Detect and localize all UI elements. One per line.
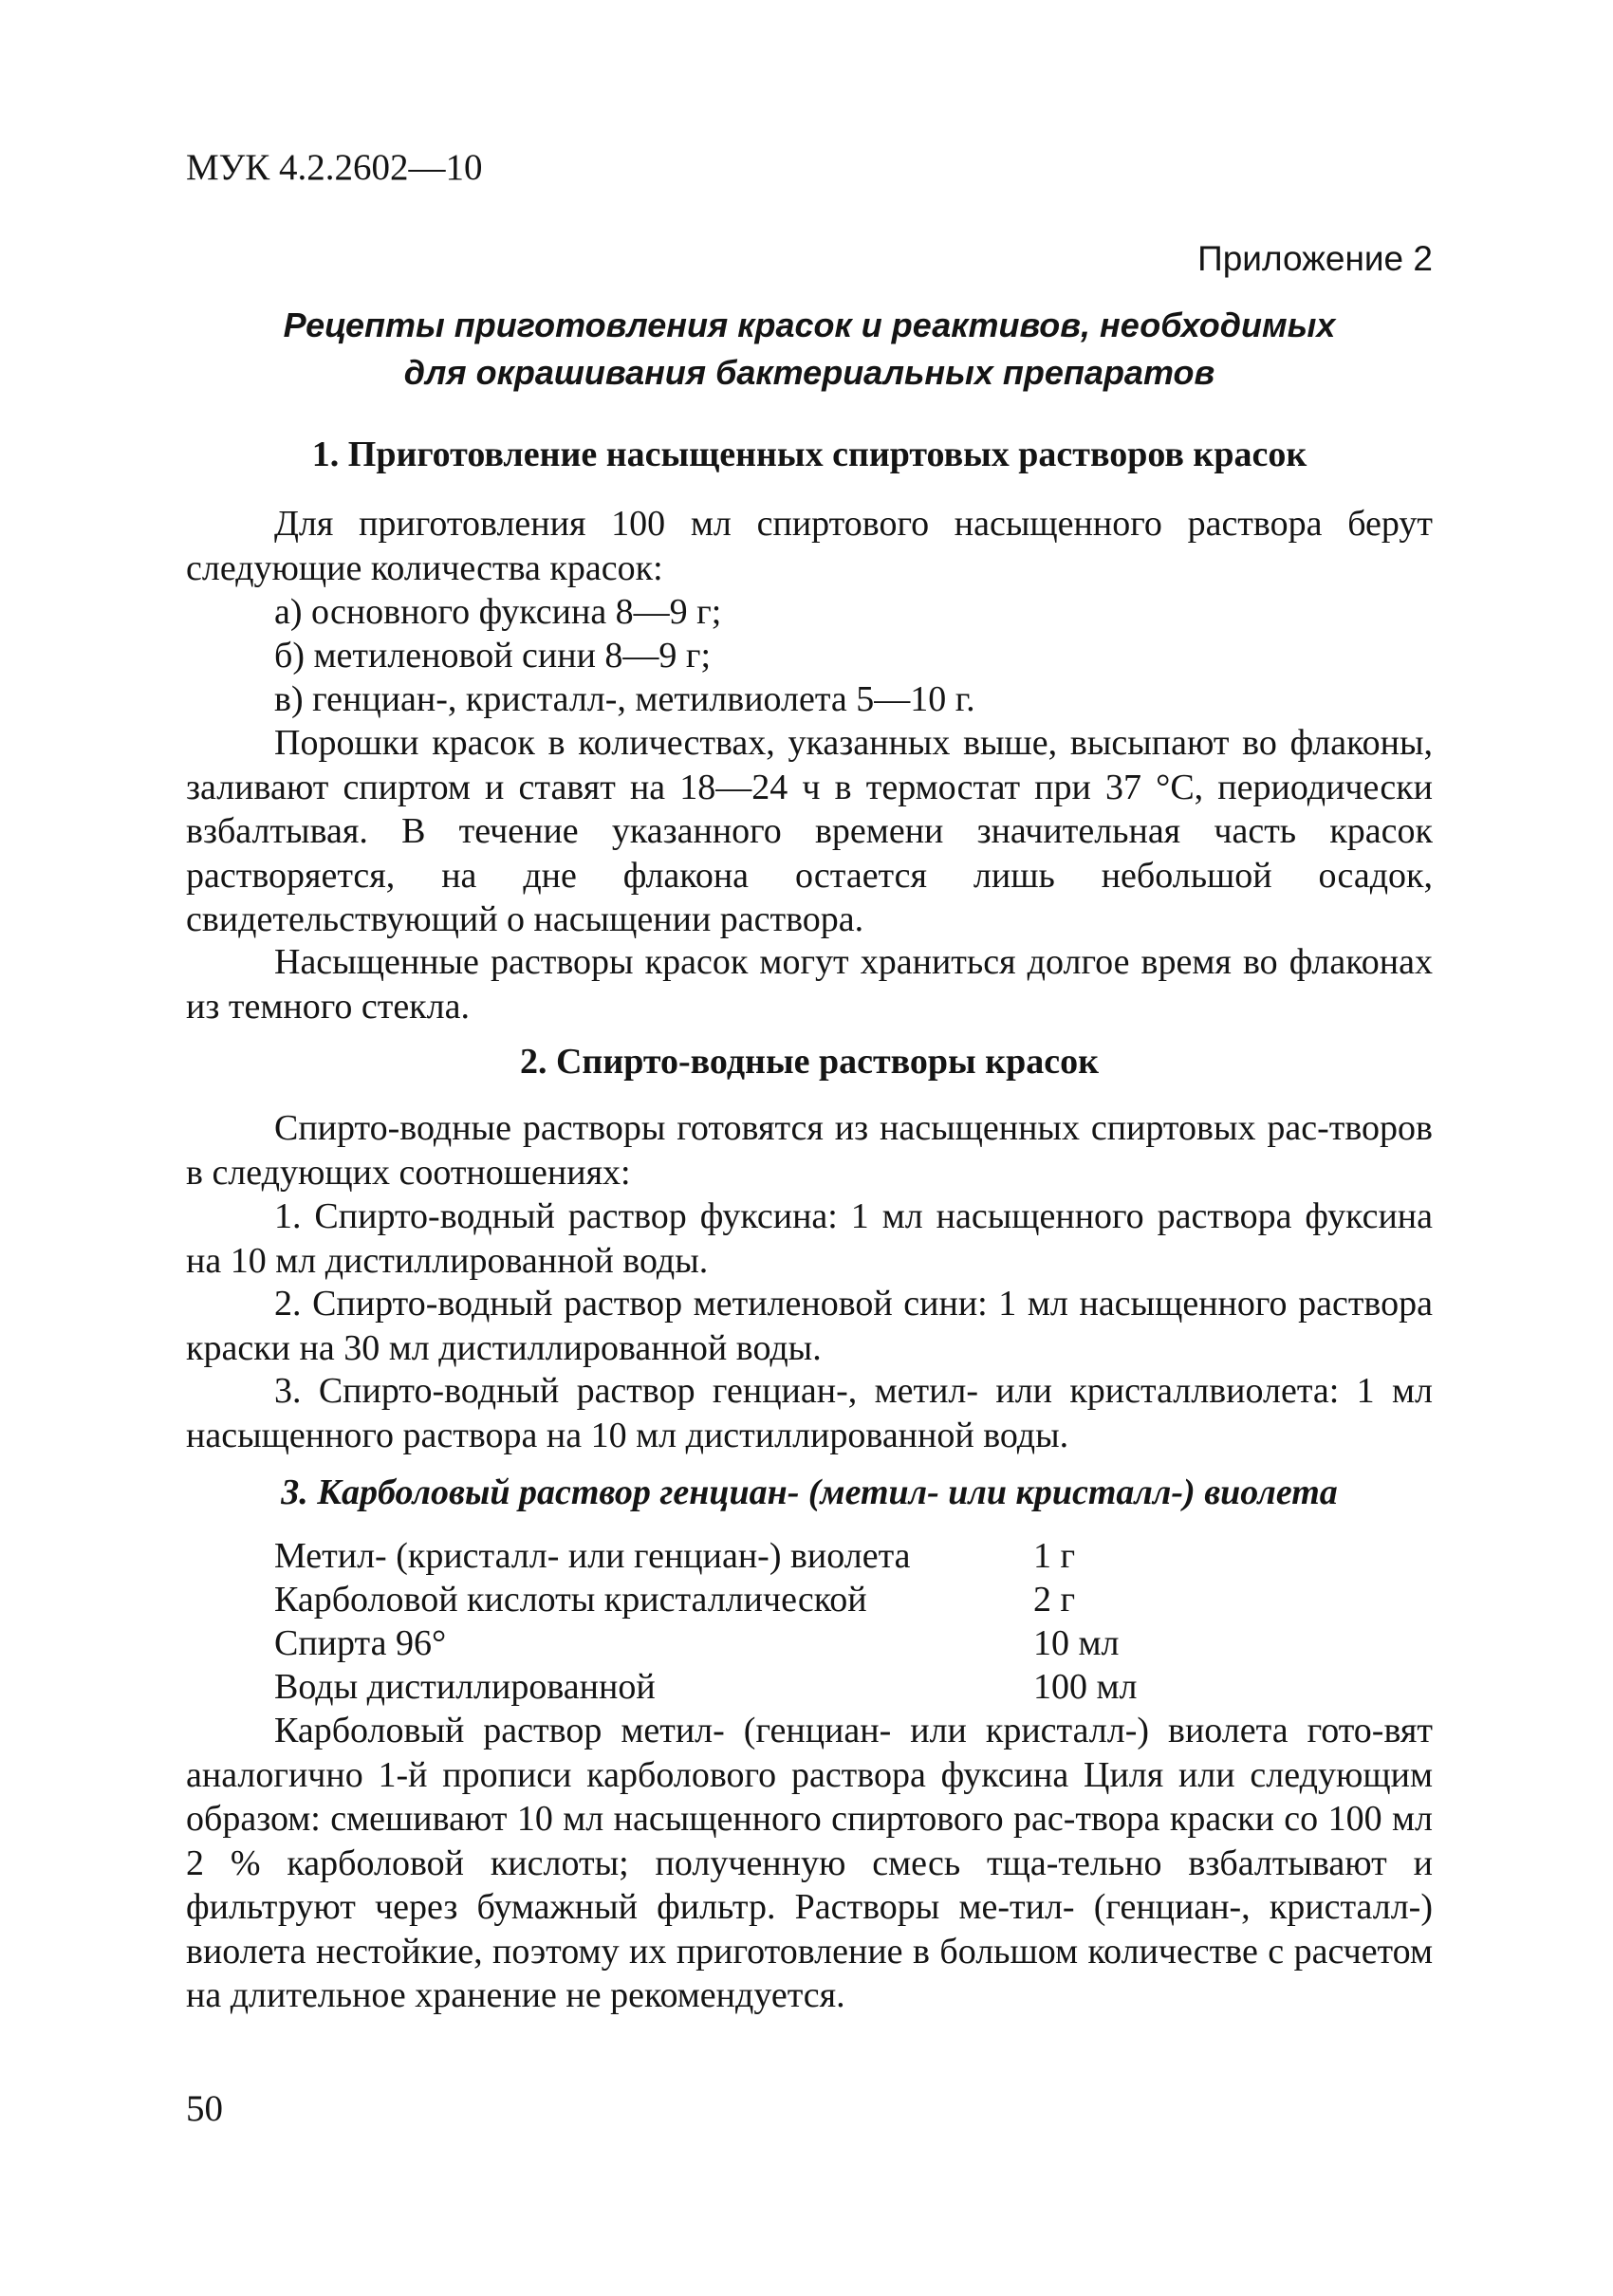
table-row [274,1534,1223,1578]
ingredient-quantity: 100 мл [1033,1667,1138,1707]
ingredient-name: Карболовой кислоты кристаллической [274,1580,867,1620]
section-2-heading: 2. Спирто-водные растворы красок [519,1042,1100,1082]
section-1-intro: Для приготовления 100 мл спиртового насыщенного раствора берут следующие количества красок: [186,504,1433,588]
document-code: МУК 4.2.2602—10 [186,147,483,188]
section-1-paragraph-2: Насыщенные растворы красок могут храниться долгое время во флаконах из темного стекла. [186,942,1433,1027]
page-number: 50 [186,2088,223,2129]
ingredient-name: Спирта 96° [274,1623,447,1663]
page-title-line-2: для окрашивания бактериальных препаратов [403,353,1215,392]
ingredient-name: Метил- (кристалл- или генциан-) виолета [274,1536,911,1576]
page-title [186,302,1433,397]
section-2-intro: Спирто-водные растворы готовятся из насыщенных спиртовых рас-творов в следующих соотношениях: [186,1108,1433,1193]
list-item: а) основного фуксина 8—9 г; [274,592,722,632]
section-3-paragraph: Карболовый раствор метил- (генциан- или кристалл-) виолета гото-вят аналогично 1-й прописи карболового раствора фуксина Циля или следующим образом: смешивают 10 мл насыщенного спиртового рас-твора краски со 100 мл 2 % карболовой кислоты; полученную смесь тща-тельно взбалтывают и фильтруют через бумажный фильтр. Растворы ме-тил- (генциан-, кристалл-) виолета нестойкие, поэтому их приготовление в большом количестве с расчетом на длительное хранение не рекомендуется. [186,1711,1433,2015]
ingredient-name: Воды дистиллированной [274,1667,656,1707]
table-row [274,1578,1223,1621]
section-1-paragraph-1: Порошки красок в количествах, указанных выше, высыпают во флаконы, заливают спиртом и ставят на 18—24 ч в термостат при 37 °С, периодически взбалтывая. В течение указанного времени значительная часть красок растворяется, на дне флакона остается лишь небольшой осадок, свидетельствующий о насыщении раствора. [186,723,1433,939]
recipe-table [274,1534,1223,1709]
section-1-heading: 1. Приготовление насыщенных спиртовых растворов красок [311,435,1307,474]
table-row [274,1665,1223,1709]
list-item: б) метиленовой сини 8—9 г; [274,636,712,676]
table-row [274,1621,1223,1665]
section-2-item-2: 2. Спирто-водный раствор метиленовой сини: 1 мл насыщенного раствора краски на 30 мл дистиллированной воды. [186,1284,1433,1368]
ingredient-quantity: 2 г [1033,1580,1076,1620]
ingredient-quantity: 10 мл [1033,1623,1120,1663]
section-2-item-1: 1. Спирто-водный раствор фуксина: 1 мл насыщенного раствора фуксина на 10 мл дистиллированной воды. [186,1196,1433,1281]
list-item: в) генциан-, кристалл-, метилвиолета 5—10 г. [274,679,975,719]
page-title-line-1: Рецепты приготовления красок и реактивов, необходимых [283,306,1336,344]
section-2-item-3: 3. Спирто-водный раствор генциан-, метил- или кристаллвиолета: 1 мл насыщенного раствора на 10 мл дистиллированной воды. [186,1371,1433,1455]
appendix-label: Приложение 2 [1197,239,1433,278]
ingredient-quantity: 1 г [1033,1536,1076,1576]
section-3-heading: 3. Карболовый раствор генциан- (метил- или кристалл-) виолета [281,1472,1338,1512]
